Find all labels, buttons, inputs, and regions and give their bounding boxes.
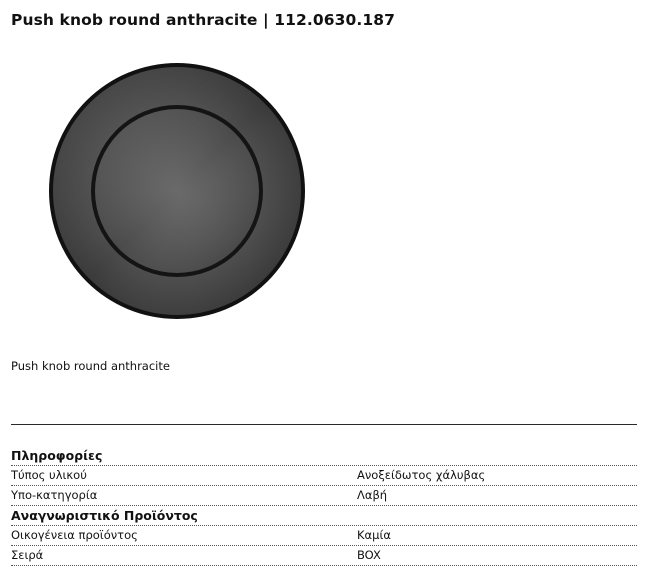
spec-row xyxy=(11,526,637,546)
spec-value: Ανοξείδωτος χάλυβας xyxy=(357,468,486,482)
spec-row xyxy=(11,466,637,486)
image-caption: Push knob round anthracite xyxy=(11,359,170,373)
product-image xyxy=(48,62,306,320)
section-heading-info: Πληροφορίες xyxy=(11,446,637,466)
spec-label: Σειρά xyxy=(11,548,44,562)
spec-label: Οικογένεια προϊόντος xyxy=(11,528,138,542)
divider xyxy=(11,424,637,425)
spec-value: Καμία xyxy=(357,528,391,542)
spec-table xyxy=(11,446,637,566)
spec-value: BOX xyxy=(357,548,381,562)
page-title: Push knob round anthracite | 112.0630.187 xyxy=(11,11,396,29)
spec-value: Λαβή xyxy=(357,488,388,502)
spec-label: Τύπος υλικού xyxy=(11,468,87,482)
push-knob-photo-icon xyxy=(48,62,306,320)
spec-row xyxy=(11,486,637,506)
section-heading-identity: Αναγνωριστικό Προϊόντος xyxy=(11,506,637,526)
spec-label: Υπο-κατηγορία xyxy=(11,488,98,502)
spec-row xyxy=(11,546,637,566)
